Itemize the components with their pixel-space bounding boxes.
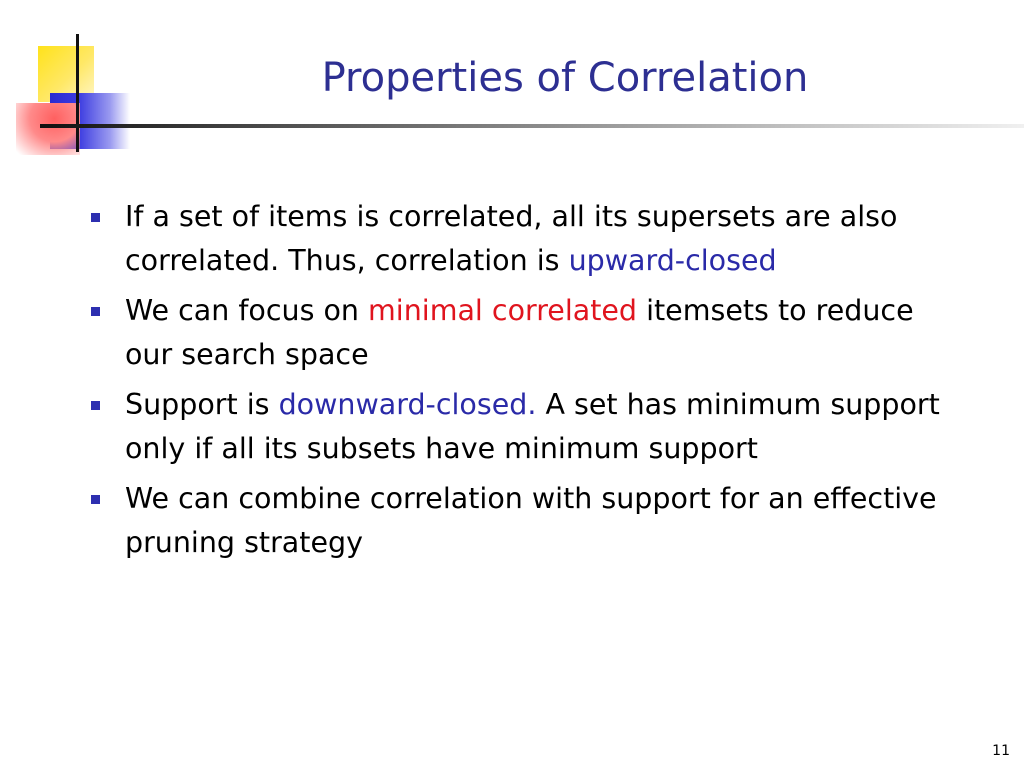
bullet-square-icon: [91, 213, 100, 222]
bullet-text: If a set of items is correlated, all its supersets are also correlated. Thus, correlation is: [125, 200, 898, 277]
bullet-text: We can combine correlation with support for an effective pruning strategy: [125, 482, 937, 559]
logo-red-square: [16, 103, 80, 155]
page-number: 11: [992, 743, 1010, 759]
bullet-text: A set has minimum support only if all its subsets have minimum support: [125, 388, 940, 465]
bullet-item: [88, 477, 968, 565]
bullet-item: [88, 383, 968, 471]
title-underline-rule: [40, 124, 1024, 128]
bullet-list: [88, 195, 968, 571]
bullet-square-icon: [91, 495, 100, 504]
highlight-downward-closed: downward-closed.: [278, 388, 537, 421]
highlight-minimal-correlated: minimal correlated: [368, 294, 638, 327]
highlight-upward-closed: upward-closed: [568, 244, 777, 277]
slide-title: Properties of Correlation: [321, 55, 809, 101]
bullet-item: [88, 195, 968, 283]
bullet-text: We can focus on: [125, 294, 369, 327]
bullet-square-icon: [91, 401, 100, 410]
bullet-text: Support is: [125, 388, 279, 421]
bullet-text: itemsets to reduce our search space: [125, 294, 914, 371]
bullet-square-icon: [91, 307, 100, 316]
bullet-item: [88, 289, 968, 377]
